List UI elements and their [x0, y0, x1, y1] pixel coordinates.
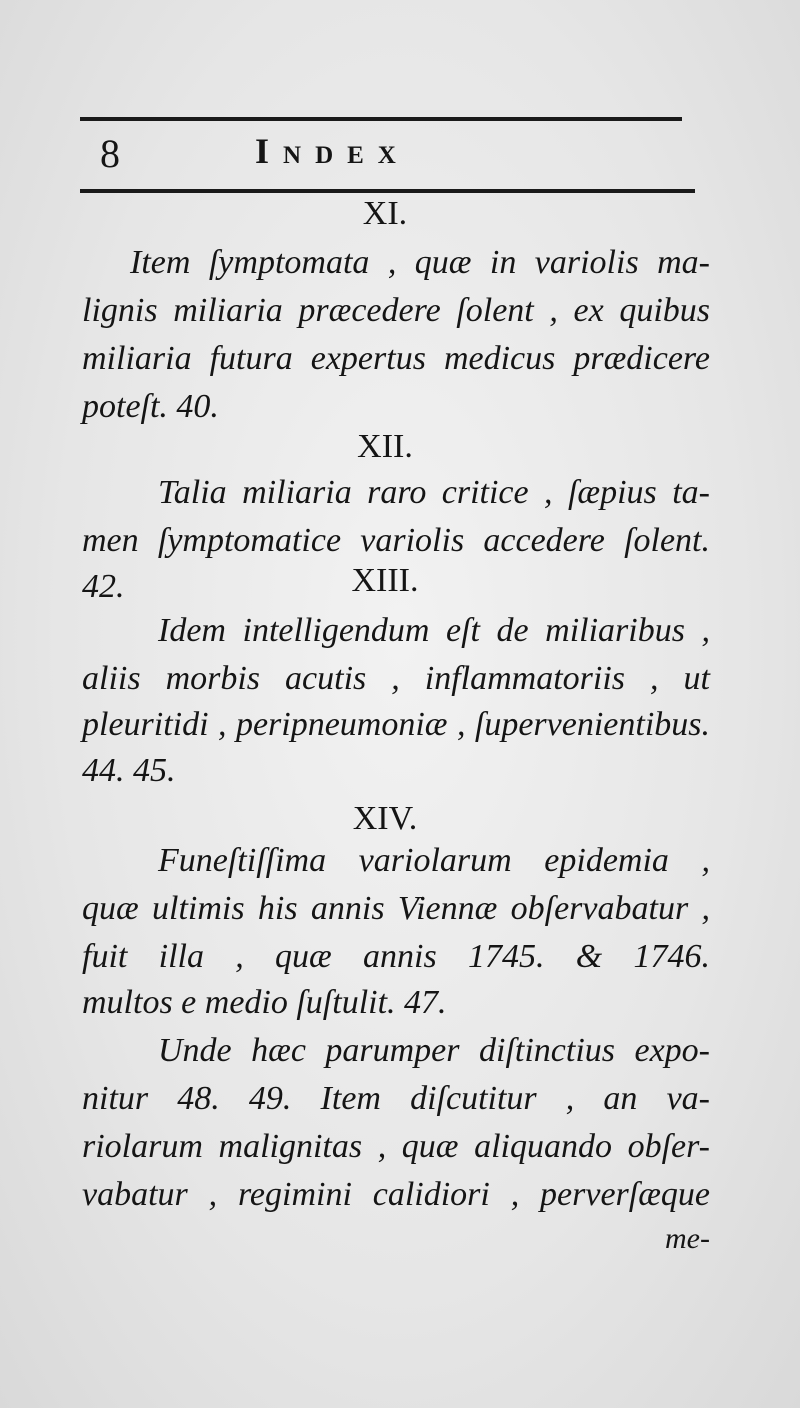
section-numeral: XIII.: [351, 562, 419, 599]
text-line: fuit illa , quæ annis 1745. & 1746.: [82, 938, 710, 975]
text-line: 42.: [82, 568, 125, 605]
text-line: vabatur , regimini calidiori , perverſæque: [82, 1176, 710, 1213]
page-header: [100, 130, 700, 180]
text-line: Funeſtiſſima variolarum epidemia ,: [158, 842, 710, 879]
text-line: multos e medio ſuſtulit. 47.: [82, 984, 447, 1021]
text-line: aliis morbis acutis , inflammatoriis , ut: [82, 660, 710, 697]
text-line: quæ ultimis his annis Viennæ obſervabatur ,: [82, 890, 710, 927]
text-line: miliaria futura expertus medicus prædicere: [82, 340, 710, 377]
text-line: pleuritidi , peripneumoniæ , ſupervenientibus.: [82, 706, 710, 743]
header-rule-bottom: [80, 189, 695, 193]
text-line: Item ſymptomata , quæ in variolis ma-: [130, 244, 710, 281]
text-line: nitur 48. 49. Item diſcutitur , an va-: [82, 1080, 710, 1117]
header-rule-top: [80, 117, 682, 121]
text-line: men ſymptomatice variolis accedere ſolent.: [82, 522, 710, 559]
catchword: me-: [665, 1222, 710, 1255]
running-title: Index: [255, 131, 410, 171]
text-line: Talia miliaria raro critice , ſæpius ta-: [158, 474, 710, 511]
section-numeral: XI.: [362, 195, 408, 232]
text-line: Unde hæc parumper diſtinctius expo-: [158, 1032, 710, 1069]
page-number: 8: [100, 131, 120, 176]
text-line: lignis miliaria præcedere ſolent , ex quibus: [82, 292, 710, 329]
text-line: 44. 45.: [82, 752, 176, 789]
text-line: poteſt. 40.: [82, 388, 219, 425]
section-numeral: XII.: [357, 428, 413, 465]
text-line: riolarum malignitas , quæ aliquando obſer-: [82, 1128, 710, 1165]
section-numeral: XIV.: [352, 800, 418, 837]
text-line: Idem intelligendum eſt de miliaribus ,: [158, 612, 710, 649]
